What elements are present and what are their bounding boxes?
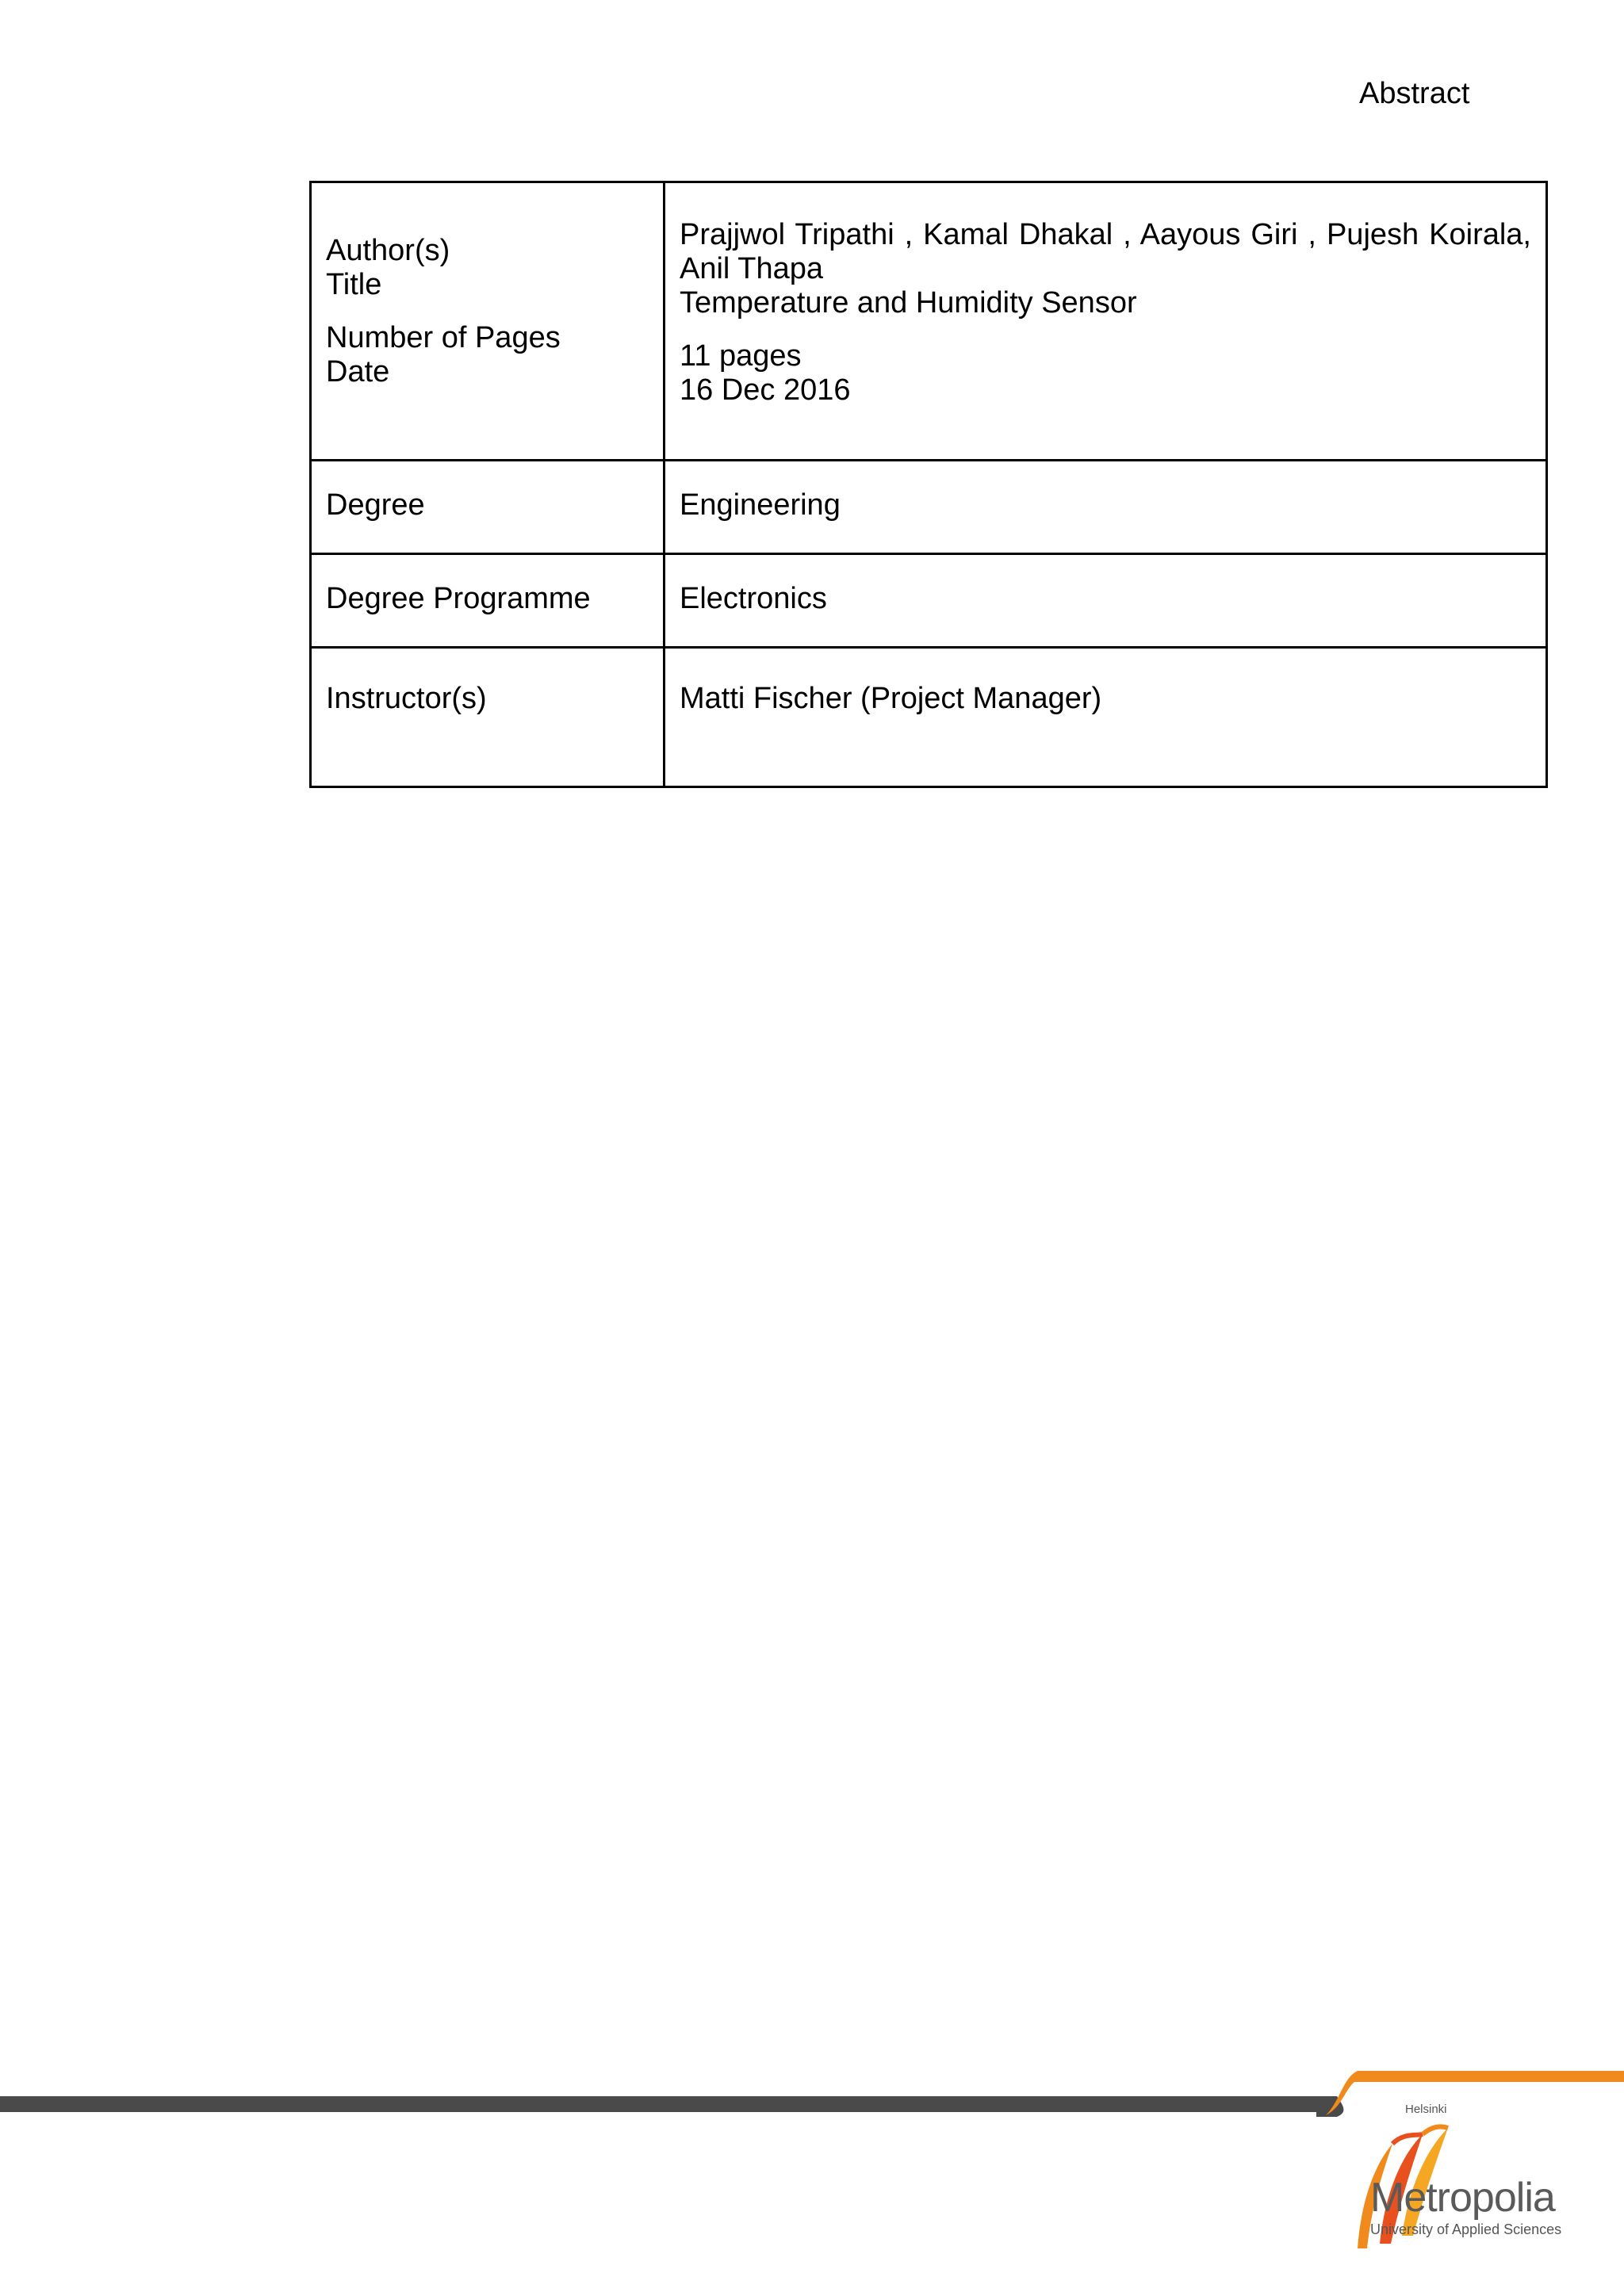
table-row-degree (312, 459, 1545, 553)
instructor-value: Matti Fischer (Project Manager) (680, 682, 1102, 715)
label-date: Date (326, 355, 390, 388)
title-value: Temperature and Humidity Sensor (680, 286, 1137, 320)
table-row-instructor (312, 646, 1545, 786)
authors-value-line1: Prajjwol Tripathi , Kamal Dhakal , Aayous Giri , Pujesh Koirala, (680, 218, 1531, 251)
instructor-label: Instructor(s) (312, 649, 665, 786)
footer-gray-bar (0, 2096, 1329, 2112)
authors-value-line2: Anil Thapa (680, 252, 823, 285)
programme-label: Degree Programme (312, 555, 665, 646)
degree-label: Degree (312, 461, 665, 553)
programme-value: Electronics (680, 582, 827, 615)
degree-value: Engineering (680, 488, 841, 522)
footer-orange-bar (1326, 2071, 1624, 2115)
table-row-main (312, 183, 1545, 459)
value-gap (680, 320, 1531, 339)
value-cell-main (665, 183, 1545, 459)
logo-helsinki-text: Helsinki (1405, 2103, 1447, 2116)
pages-value: 11 pages (680, 339, 802, 373)
logo-subtitle-text: University of Applied Sciences (1370, 2221, 1562, 2237)
label-number-of-pages: Number of Pages (326, 321, 561, 354)
label-gap (326, 302, 663, 321)
label-title: Title (326, 268, 382, 301)
table-row-programme (312, 553, 1545, 646)
abstract-info-table (309, 181, 1548, 788)
page-header-abstract: Abstract (1359, 77, 1470, 110)
label-authors: Author(s) (326, 234, 450, 267)
date-value: 16 Dec 2016 (680, 373, 851, 407)
logo-metropolia-text: Metropolia (1370, 2175, 1555, 2221)
label-cell-main (312, 183, 665, 459)
